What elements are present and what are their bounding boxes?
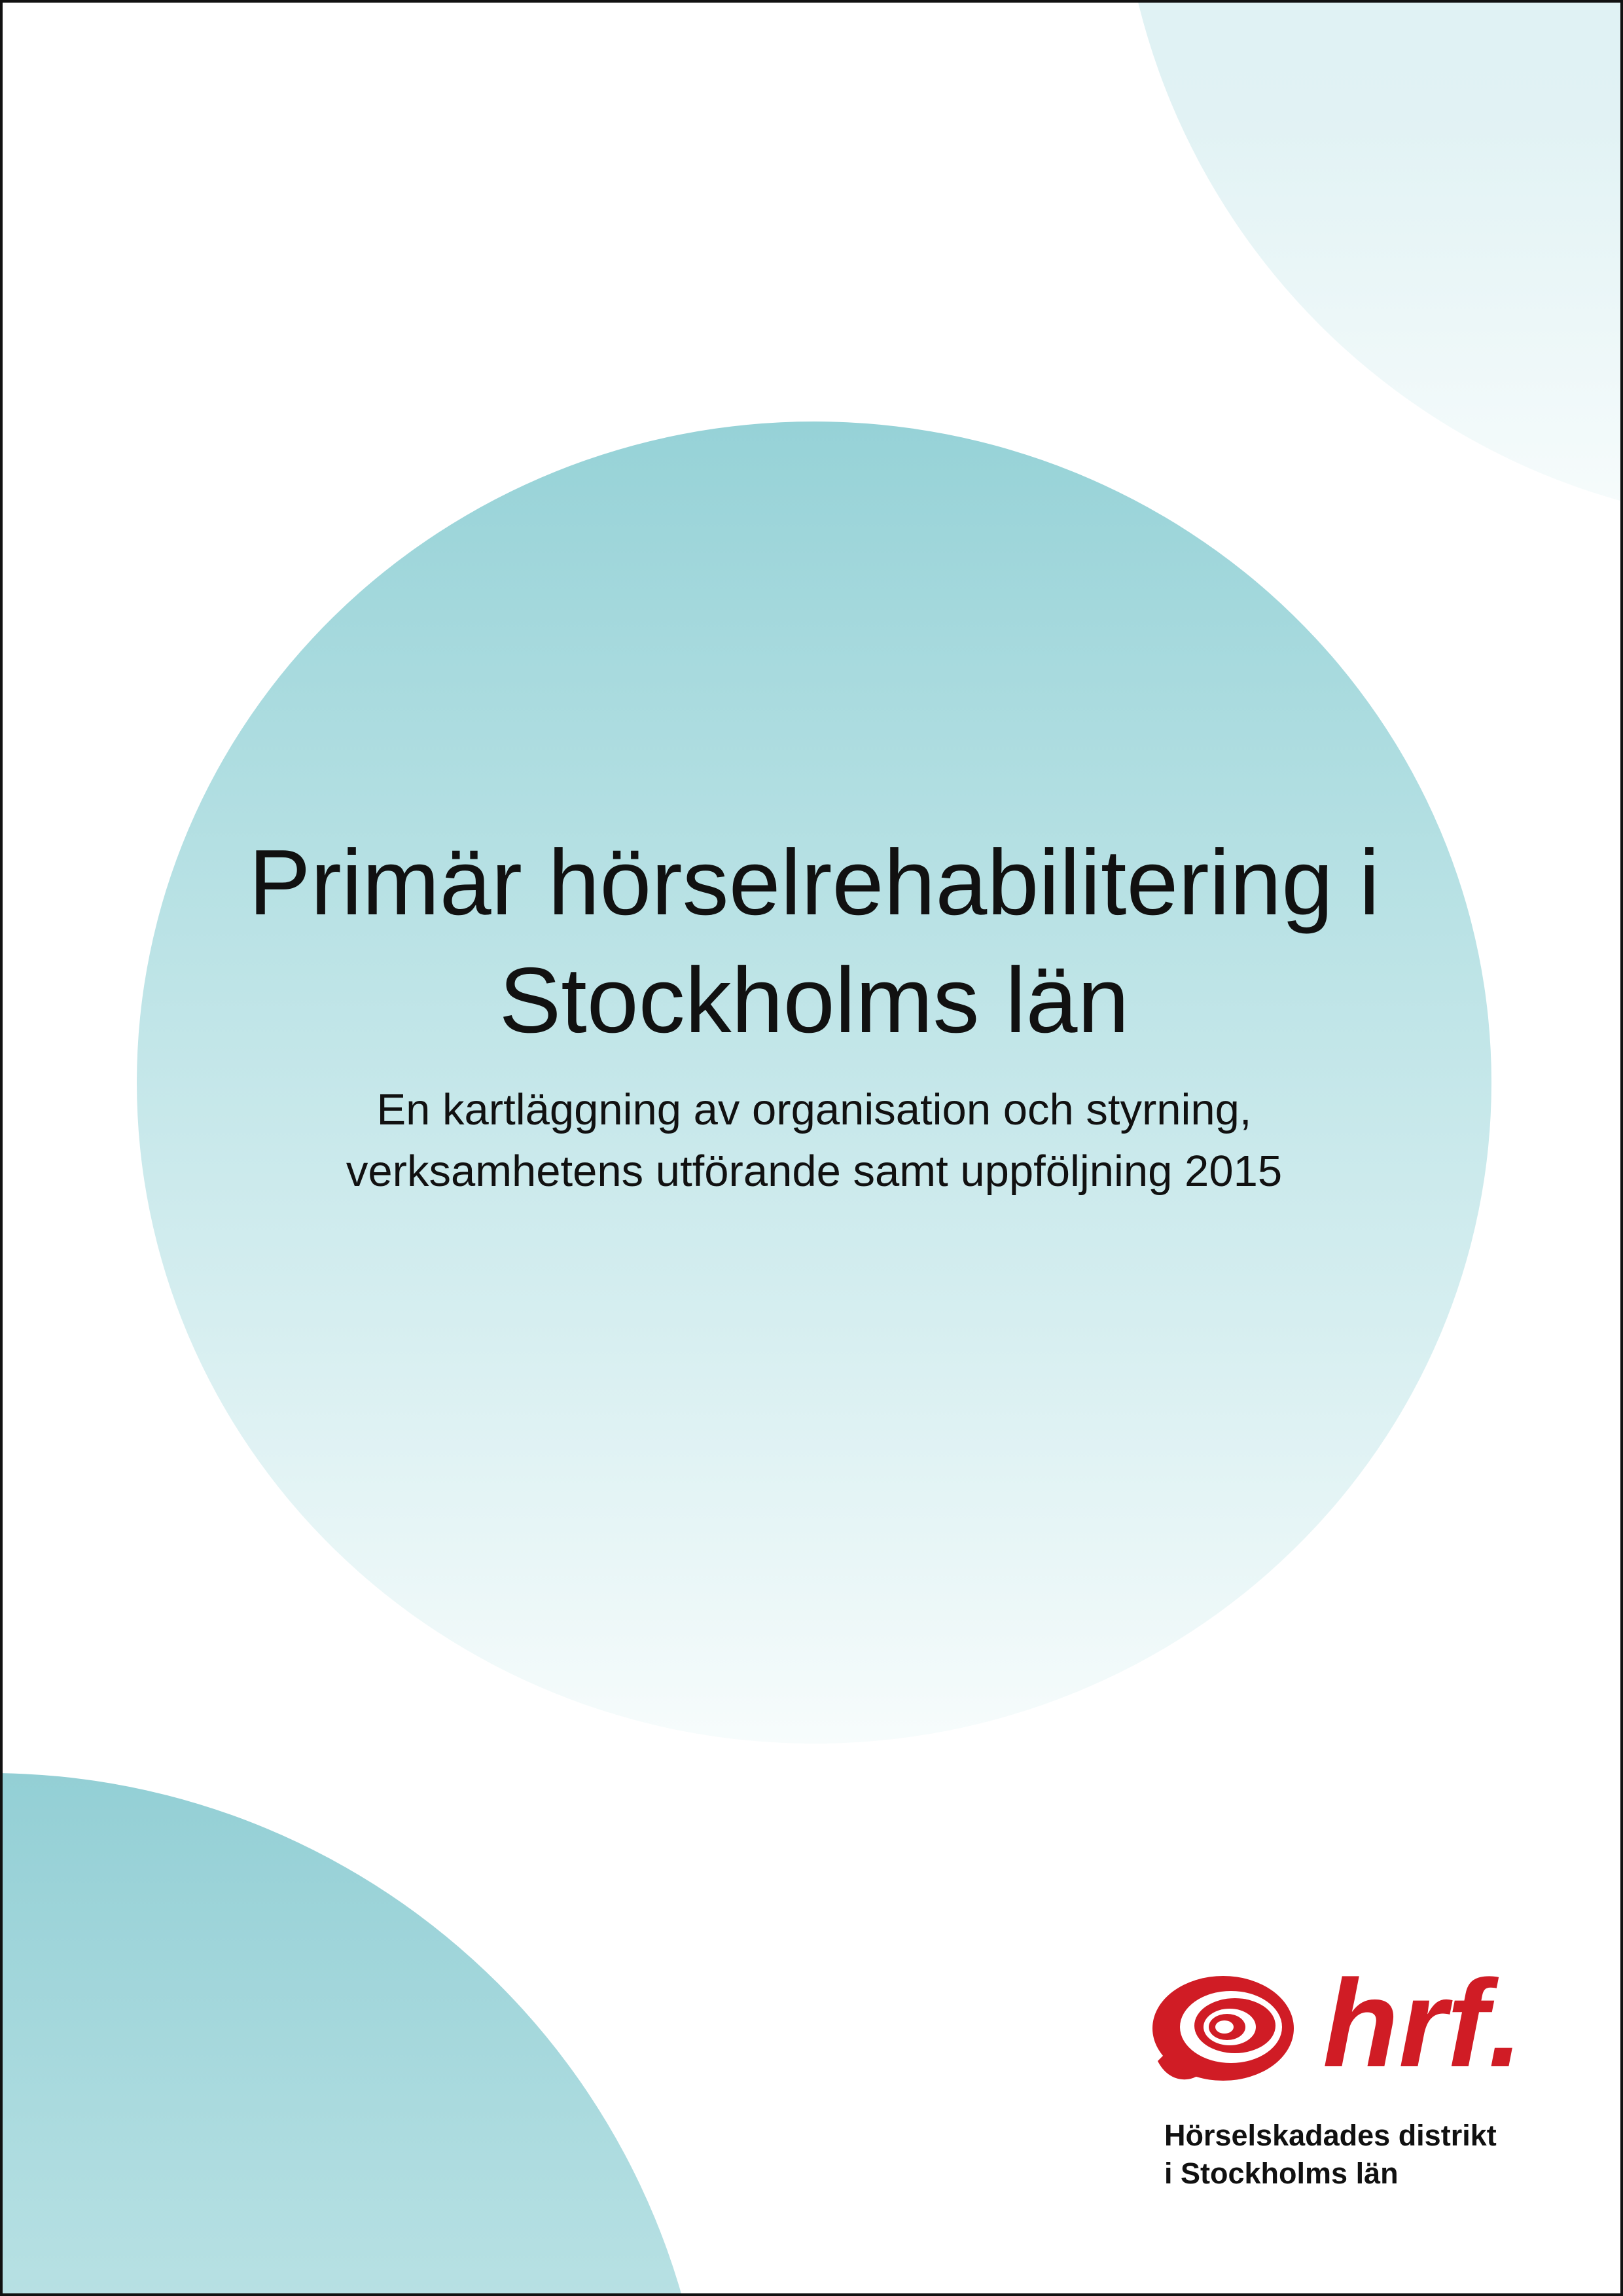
document-subtitle [160,1079,1469,1202]
subtitle-line-1: En kartläggning av organisation och styrning, [376,1085,1252,1134]
logo-caption-line-2: i Stockholms län [1164,2157,1399,2190]
logo-caption [1164,2117,1570,2193]
hrf-logo [1151,1963,1544,2190]
decorative-circle-bottom-left [0,1773,709,2296]
spiral-ear-icon [1152,1976,1294,2081]
title-block [160,824,1469,1202]
hrf-logo-mark [1151,1963,1544,2094]
decorative-circle-top-right [1118,0,1623,526]
hrf-wordmark: hrf. [1323,1963,1524,2093]
document-title [160,824,1469,1060]
title-line-2: Stockholms län [499,948,1130,1052]
subtitle-line-2: verksamhetens utförande samt uppföljning 2015 [346,1147,1283,1196]
logo-caption-line-1: Hörselskadades distrikt [1164,2119,1497,2152]
title-line-1: Primär hörselrehabilitering i [248,831,1380,935]
